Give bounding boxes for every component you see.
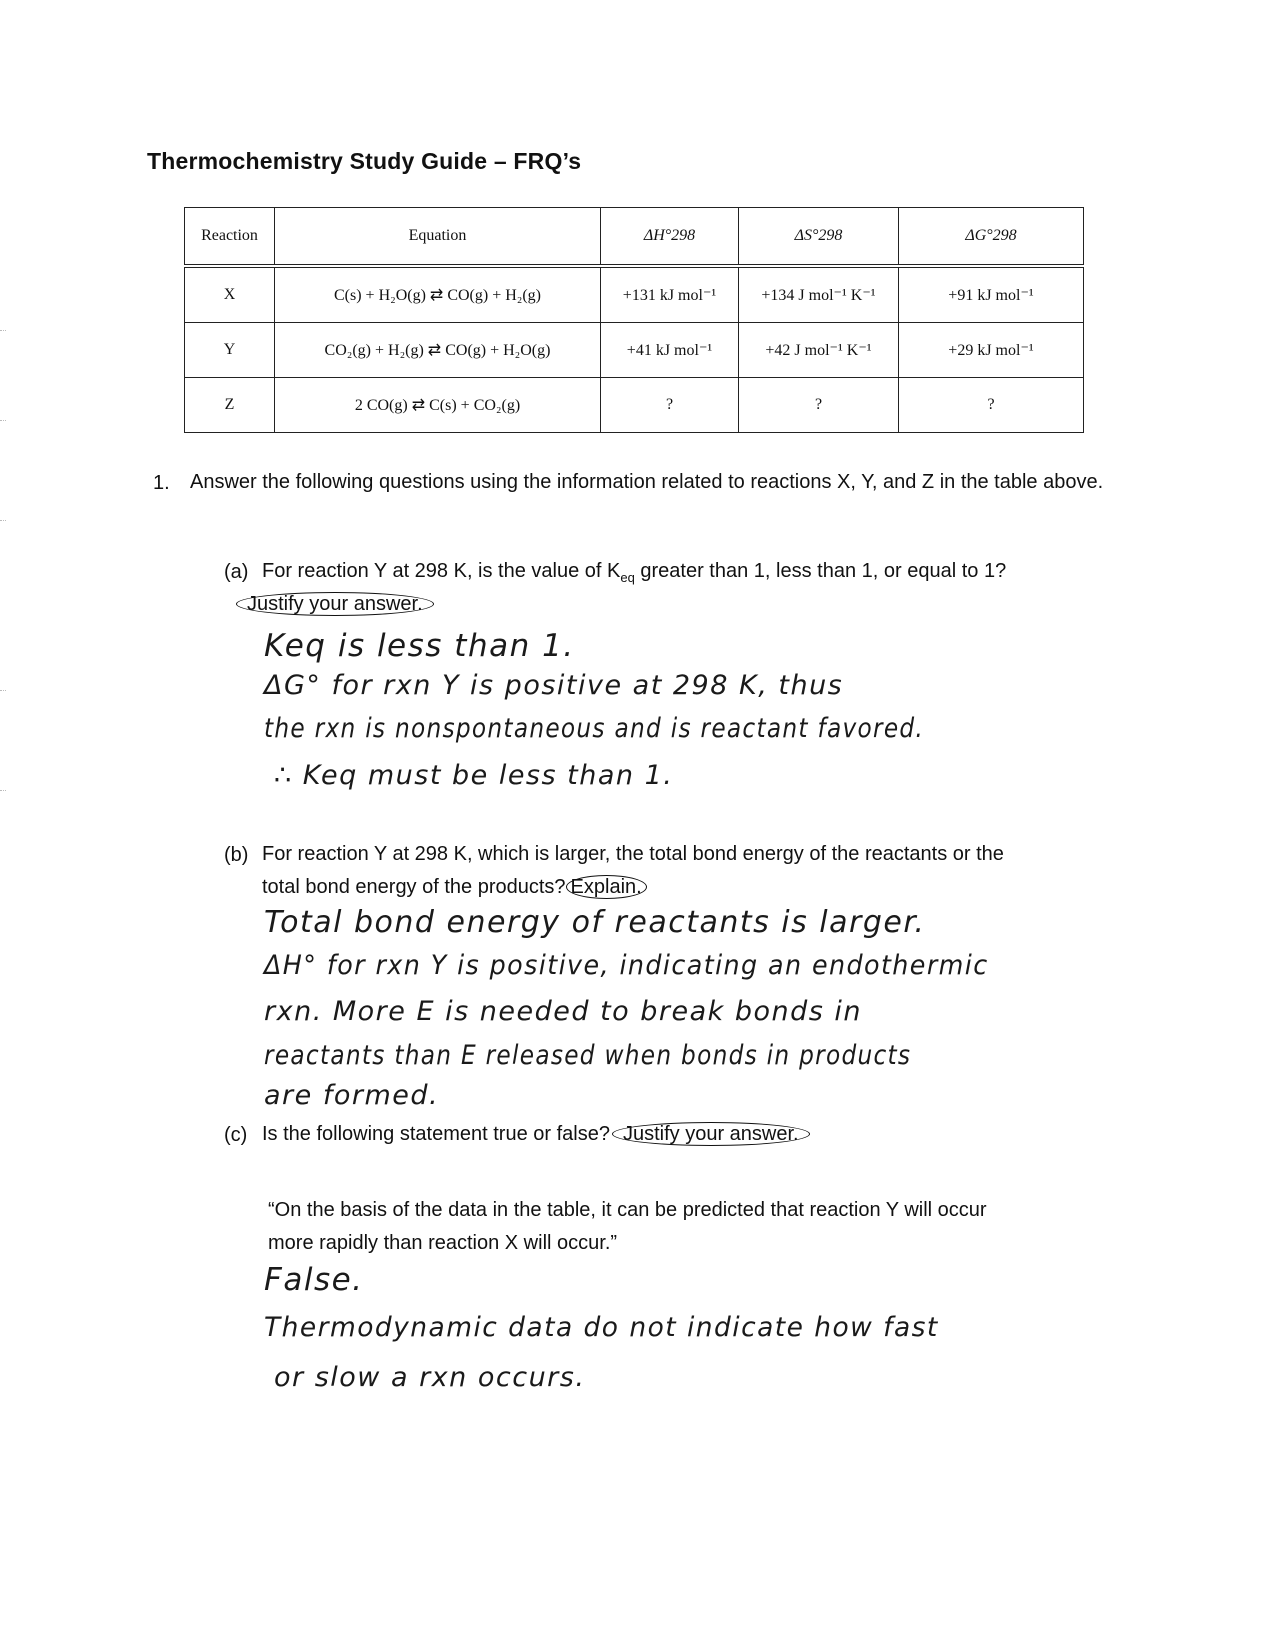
table-row bbox=[185, 266, 1084, 323]
cell-equation: CO₂(g) + H₂(g) ⇄ CO(g) + H₂O(g) bbox=[275, 323, 601, 378]
cell-delta-h: +131 kJ mol⁻¹ bbox=[601, 266, 739, 323]
scan-mark bbox=[0, 420, 6, 421]
cell-delta-s: +42 J mol⁻¹ K⁻¹ bbox=[739, 323, 899, 378]
scan-mark bbox=[0, 790, 6, 791]
part-c-label: (c) bbox=[224, 1124, 248, 1146]
part-a-answer-line: ΔG° for rxn Y is positive at 298 K, thus bbox=[264, 670, 844, 701]
cell-reaction: Y bbox=[185, 323, 275, 378]
part-a-circled-instruction: Justify your answer. bbox=[236, 592, 434, 616]
part-b-answer-line: rxn. More E is needed to break bonds in bbox=[264, 996, 863, 1027]
cell-delta-g: +29 kJ mol⁻¹ bbox=[899, 323, 1084, 378]
part-a-label: (a) bbox=[224, 561, 249, 583]
cell-delta-s: +134 J mol⁻¹ K⁻¹ bbox=[739, 266, 899, 323]
part-b-circled-instruction: Explain. bbox=[566, 875, 647, 899]
part-b-label: (b) bbox=[224, 844, 249, 866]
page-title: Thermochemistry Study Guide – FRQ’s bbox=[147, 148, 582, 174]
part-b-answer-line: Total bond energy of reactants is larger. bbox=[264, 905, 926, 940]
part-b-answer-line: are formed. bbox=[264, 1080, 440, 1111]
part-c-question bbox=[262, 1118, 810, 1151]
cell-equation: C(s) + H₂O(g) ⇄ CO(g) + H₂(g) bbox=[275, 266, 601, 323]
scan-mark bbox=[0, 690, 6, 691]
part-a-answer-line: ∴ Keq must be less than 1. bbox=[274, 760, 674, 791]
part-b-question-line2 bbox=[262, 871, 647, 904]
header-delta-s: ΔS°298 bbox=[739, 208, 899, 267]
part-b-answer-line: reactants than E released when bonds in products bbox=[264, 1040, 912, 1071]
cell-delta-g: +91 kJ mol⁻¹ bbox=[899, 266, 1084, 323]
table-header-row bbox=[185, 208, 1084, 267]
part-c-answer-line: False. bbox=[264, 1262, 364, 1298]
header-delta-g: ΔG°298 bbox=[899, 208, 1084, 267]
header-delta-h: ΔH°298 bbox=[601, 208, 739, 267]
part-c-quote-line1: “On the basis of the data in the table, it can be predicted that reaction Y will occur bbox=[268, 1199, 987, 1221]
header-reaction: Reaction bbox=[185, 208, 275, 267]
question-text: Answer the following questions using the information related to reactions X, Y, and Z in the table above. bbox=[190, 471, 1104, 493]
part-a-text-before: For reaction Y at 298 K, is the value of K bbox=[262, 560, 621, 582]
scan-mark bbox=[0, 330, 6, 331]
part-c-quote-line2: more rapidly than reaction X will occur.” bbox=[268, 1232, 618, 1254]
part-c-answer-line: Thermodynamic data do not indicate how fast bbox=[264, 1312, 939, 1343]
part-c-answer-line: or slow a rxn occurs. bbox=[274, 1362, 586, 1393]
header-equation: Equation bbox=[275, 208, 601, 267]
cell-reaction: X bbox=[185, 266, 275, 323]
part-c-circled-instruction: Justify your answer. bbox=[612, 1122, 810, 1146]
thermo-data-table bbox=[184, 207, 1084, 433]
cell-equation: 2 CO(g) ⇄ C(s) + CO₂(g) bbox=[275, 378, 601, 433]
part-a-answer-line: Keq is less than 1. bbox=[264, 628, 575, 664]
part-a-instruction bbox=[236, 588, 434, 621]
part-c-question-text: Is the following statement true or false? bbox=[262, 1123, 610, 1145]
part-a-answer-line: the rxn is nonspontaneous and is reactant favored. bbox=[264, 713, 925, 744]
part-a-text-sub: eq bbox=[620, 570, 635, 585]
cell-reaction: Z bbox=[185, 378, 275, 433]
scan-mark bbox=[0, 520, 6, 521]
cell-delta-g: ? bbox=[899, 378, 1084, 433]
cell-delta-h: ? bbox=[601, 378, 739, 433]
cell-delta-h: +41 kJ mol⁻¹ bbox=[601, 323, 739, 378]
table-row bbox=[185, 378, 1084, 433]
part-b-question-text: total bond energy of the products? bbox=[262, 876, 566, 898]
question-number: 1. bbox=[153, 472, 170, 494]
part-b-answer-line: ΔH° for rxn Y is positive, indicating an endothermic bbox=[264, 950, 989, 981]
cell-delta-s: ? bbox=[739, 378, 899, 433]
part-b-question-line1: For reaction Y at 298 K, which is larger, the total bond energy of the reactants or the bbox=[262, 843, 1004, 865]
part-c-quote bbox=[268, 1194, 1128, 1260]
part-a-text-after: greater than 1, less than 1, or equal to 1? bbox=[634, 560, 1007, 582]
table-row bbox=[185, 323, 1084, 378]
